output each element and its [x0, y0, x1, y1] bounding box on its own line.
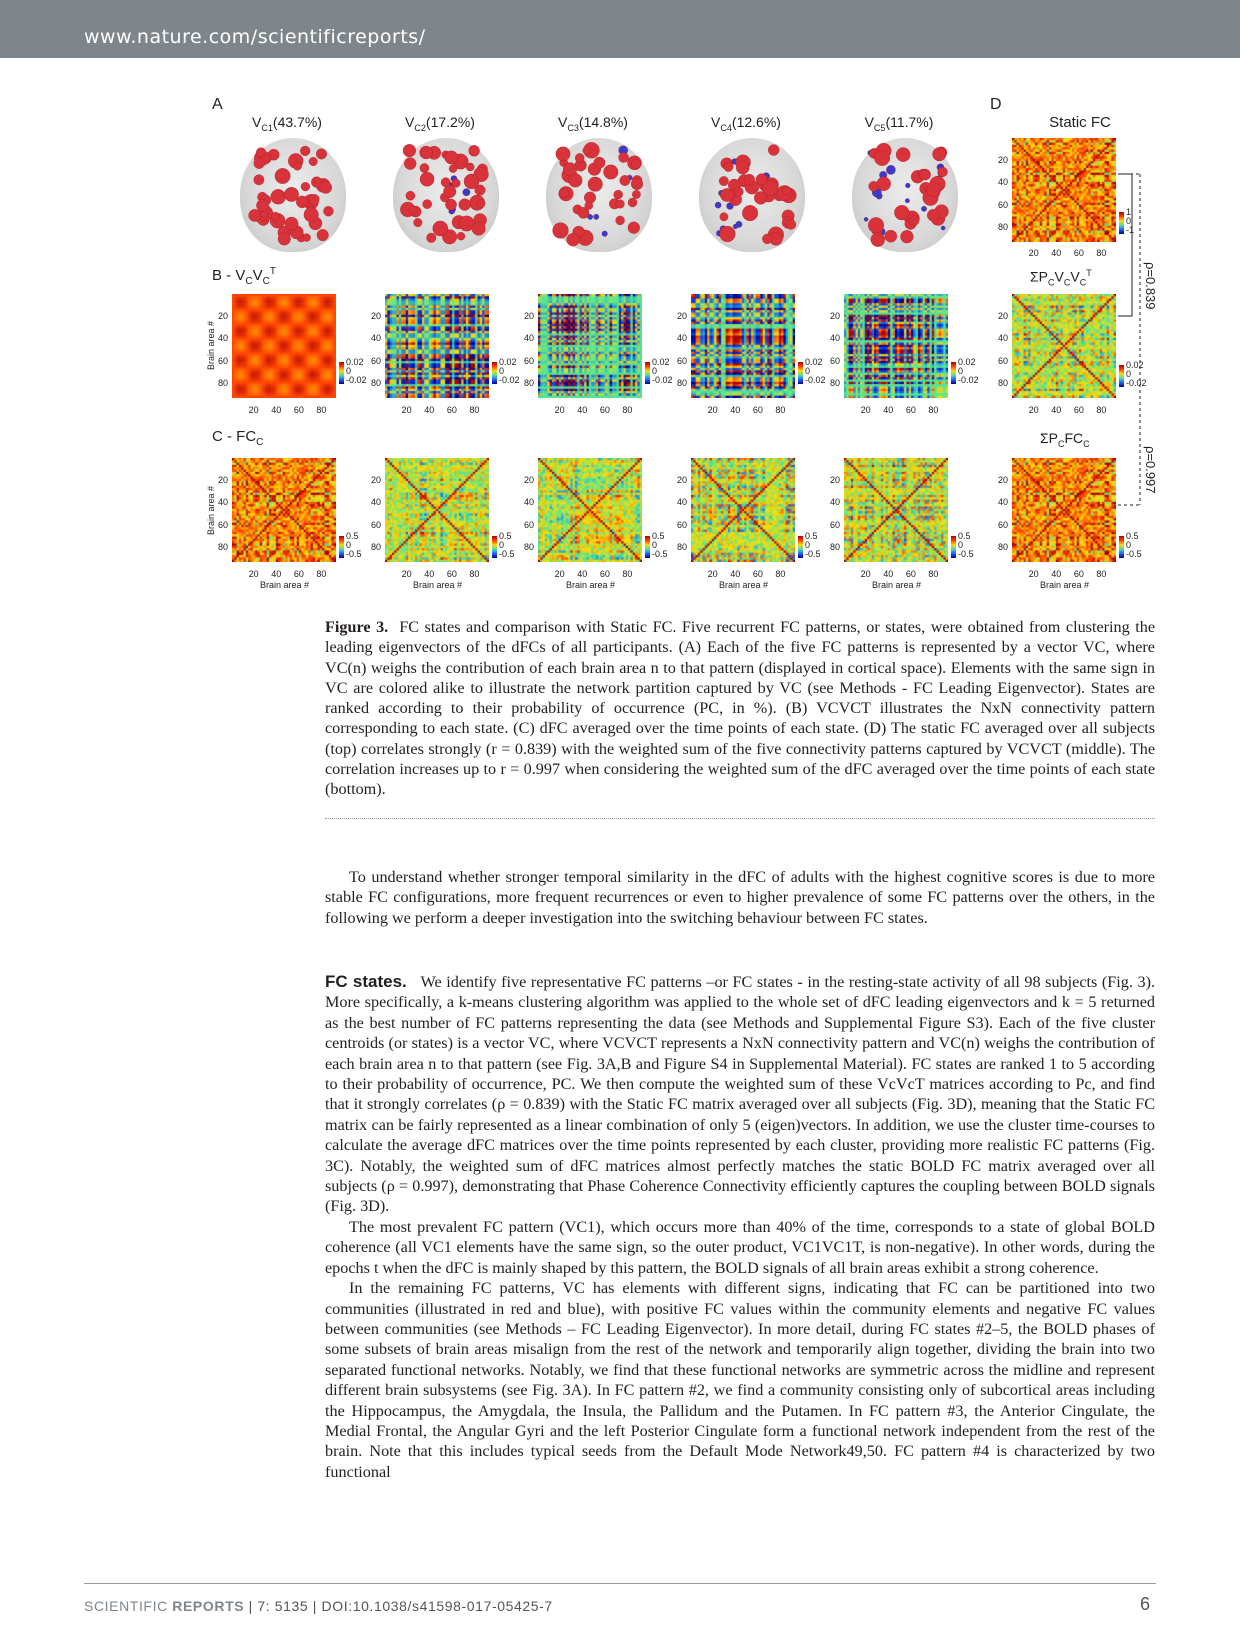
paragraph-text: The most prevalent FC pattern (VC1), which occurs more than 40% of the time, corresponds to a state of global BOLD coherence (all VC1 elements have the same sign, so the outer product, VC1VC1T, is non-negative). In other words, during the epochs t when the dFC is mainly shaped by this pattern, the BOLD signals of all brain areas exhibit a strong coherence. [325, 1217, 1155, 1277]
panel-label-a: A [212, 96, 223, 113]
state-title-4: $V_{C4}(12.6\%)$ [711, 114, 781, 133]
sumvv-ytick: 60 [998, 355, 1009, 366]
static-colorbar-label: 0 [1126, 216, 1132, 226]
fcc-4-ytick: 60 [677, 519, 688, 530]
fcc-3-xtick: 60 [599, 569, 610, 579]
fcc-4-colorbar-label: 0.5 [805, 531, 818, 541]
fcc-3-xtick: 80 [622, 569, 633, 579]
row-b-label: B - $V_CV_C^T$ [212, 266, 276, 287]
vcvct-4-colorbar-label: -0.02 [805, 375, 826, 385]
fcc-1-xtick: 60 [293, 569, 304, 579]
state-title-5: $V_{C5}(11.7\%)$ [864, 114, 934, 133]
footer-citation [84, 1598, 553, 1614]
vcvct-3-colorbar-label: 0 [652, 366, 658, 376]
vcvct-2-ytick: 60 [371, 355, 382, 366]
site-url[interactable]: www.nature.com/scientificreports/ [84, 26, 426, 48]
fcc-3-xtick: 40 [577, 569, 588, 579]
fcc-xlabel-5: Brain area # [872, 580, 922, 590]
fcc-5-ytick: 60 [830, 519, 841, 530]
sumfc-ytick: 20 [998, 474, 1009, 485]
vcvct-1-colorbar-label: -0.02 [346, 375, 367, 385]
vcvct-4-xtick: 80 [775, 405, 786, 415]
vcvct-2-ytick: 20 [371, 310, 382, 321]
sumfc-ytick: 80 [998, 542, 1009, 553]
vcvct-4-xtick: 20 [707, 405, 718, 415]
fcc-1-xtick: 40 [271, 569, 282, 579]
fcc-1-ytick: 60 [218, 519, 229, 530]
fcc-2-xtick: 60 [446, 569, 457, 579]
footer-rule [84, 1583, 1156, 1584]
caption-text: FC states and comparison with Static FC. Five recurrent FC patterns, or states, were obtained from clustering the leading eigenvectors of the dFCs of all participants. (A) Each of the five FC patterns is represented by a vector VC, where VC(n) weighs the contribution of each brain area n to that pattern (displayed in cortical space). Elements with the same sign in VC are colored alike to illustrate the network partition captured by VC (see Methods - FC Leading Eigenvector). States are ranked according to their probability of occurrence (PC, in %). (B) VCVCT illustrates the NxN connectivity pattern corresponding to each state. (C) dFC averaged over the time points of each state. (D) The static FC averaged over all subjects (top) correlates strongly (r = 0.839) with the weighted sum of the five connectivity patterns captured by VCVCT (middle). The correlation increases up to r = 0.997 when considering the weighted sum of the dFC averaged over the time points of each state (bottom). [325, 618, 1156, 799]
paragraph-text: We identify five representative FC patterns –or FC states - in the resting-state activity of all 98 subjects (Fig. 3). More specifically, a k-means clustering algorithm was applied to the whole set of dFC leading eigenvectors and k = 5 returned as the best number of FC patterns representing the data (see Methods and Supplemental Figure S3). Each of the five cluster centroids (or states) is a vector VC, where VCVCT represents a NxN connectivity pattern and VC(n) weighs the contribution of each brain area n to that pattern (see Fig. 3A,B and Figure S4 in Supplemental Material). FC states are ranked 1 to 5 according to their probability of occurrence, PC. We then compute the weighted sum of these VcVcT matrices according to Pc, and find that it strongly correlates (ρ = 0.839) with the Static FC matrix averaged over all subjects (Fig. 3D), meaning that the Static FC matrix can be fairly represented as a linear combination of only 5 (eigen)vectors. In addition, we use the cluster time-courses to calculate the average dFC matrices over the time points represented by each cluster, providing more realistic FC patterns (Fig. 3C). Notably, the weighted sum of dFC matrices almost perfectly matches the static BOLD FC matrix averaged over all subjects (ρ = 0.997), demonstrating that Phase Coherence Connectivity efficiently captures the coupling between BOLD signals (Fig. 3D). [325, 973, 1156, 1216]
body-paragraph-1 [325, 867, 1155, 928]
sum-pfc-label: $\Sigma P_CFC_C$ [1040, 430, 1090, 449]
fcc-1-ytick: 20 [218, 474, 229, 485]
journal-name-a: SCIENTIFIC [84, 1598, 168, 1614]
vcvct-1-colorbar-label: 0 [346, 366, 352, 376]
vcvct-1-xtick: 20 [248, 405, 259, 415]
paragraph-text: In the remaining FC patterns, VC has elements with different signs, indicating that FC can be partitioned into two communities (illustrated in red and blue), with positive FC values within the community elements and negative FC values between communities (see Methods – FC Leading Eigenvector). In more detail, during FC states #2–5, the BOLD phases of some subsets of brain areas misalign from the rest of the network and temporarily align together, dividing the brain into two separated functional networks. Notably, we find that these functional networks are symmetric across the midline and represent different brain subsystems (see Fig. 3A). In FC pattern #2, we find a community consisting only of subcortical areas including the Hippocampus, the Amygdala, the Insula, the Pallidum and the Putamen. In FC pattern #3, the Anterior Cingulate, the Medial Frontal, the Angular Gyri and the left Posterior Cingulate form a functional network independent from the rest of the brain. Note that this includes typical seeds from the Default Mode Network49,50. FC pattern #4 is characterized by two functional [325, 1279, 1155, 1481]
fcc-4-xtick: 20 [707, 569, 718, 579]
page-number: 6 [1140, 1594, 1151, 1614]
sumfc-xtick: 40 [1051, 569, 1062, 579]
vcvct-5-colorbar-label: 0.02 [958, 357, 976, 367]
vcvct-5-xtick: 40 [883, 405, 894, 415]
static-fc-title: Static FC [1049, 114, 1111, 131]
sumvv-ytick: 80 [998, 378, 1009, 389]
fcc-5-xtick: 80 [928, 569, 939, 579]
fcc-5-colorbar-label: 0 [958, 540, 964, 550]
fcc-3-ytick: 80 [524, 542, 535, 553]
vcvct-2-ytick: 40 [371, 333, 382, 344]
fcc-1-ytick: 40 [218, 497, 229, 508]
fcc-3-ytick: 20 [524, 474, 535, 485]
vcvct-5-xtick: 60 [905, 405, 916, 415]
static-xtick: 60 [1073, 248, 1084, 258]
vcvct-3-xtick: 40 [577, 405, 588, 415]
vcvct-5-colorbar-label: -0.02 [958, 375, 979, 385]
fcc-5-ytick: 40 [830, 497, 841, 508]
fcc-1-colorbar-label: 0.5 [346, 531, 359, 541]
vcvct-4-ytick: 60 [677, 355, 688, 366]
fcc-3-colorbar-label: 0.5 [652, 531, 665, 541]
vcvct-5-ytick: 80 [830, 378, 841, 389]
sumvv-xtick: 80 [1096, 405, 1107, 415]
row-c-ylabel: Brain area # [206, 485, 216, 535]
fcc-5-xtick: 60 [905, 569, 916, 579]
fcc-4-colorbar-label: -0.5 [805, 549, 821, 559]
section-title: FC states. [325, 972, 407, 991]
vcvct-4-ytick: 20 [677, 310, 688, 321]
sumfc-colorbar-label: -0.5 [1126, 549, 1142, 559]
rho-static-vs-fc: ρ=0.997 [1143, 446, 1158, 494]
fcc-5-ytick: 20 [830, 474, 841, 485]
fcc-1-ytick: 80 [218, 542, 229, 553]
figure-caption [325, 617, 1155, 800]
vcvct-3-xtick: 80 [622, 405, 633, 415]
sumvv-colorbar-label: 0 [1126, 369, 1132, 379]
fcc-2-ytick: 20 [371, 474, 382, 485]
sumfc-colorbar-label: 0.5 [1126, 531, 1139, 541]
fcc-4-ytick: 80 [677, 542, 688, 553]
fcc-5-xtick: 40 [883, 569, 894, 579]
vcvct-5-xtick: 20 [860, 405, 871, 415]
fcc-2-colorbar-label: 0 [499, 540, 505, 550]
sumfc-ytick: 40 [998, 497, 1009, 508]
vcvct-4-ytick: 40 [677, 333, 688, 344]
static-colorbar-label: -1 [1126, 225, 1135, 235]
fcc-2-colorbar-label: 0.5 [499, 531, 512, 541]
fcc-2-xtick: 80 [469, 569, 480, 579]
fcc-2-ytick: 40 [371, 497, 382, 508]
vcvct-1-ytick: 80 [218, 378, 229, 389]
fcc-xlabel-4: Brain area # [719, 580, 769, 590]
row-c-label: C - $FC_C$ [212, 428, 264, 448]
vcvct-3-ytick: 20 [524, 310, 535, 321]
vcvct-5-ytick: 20 [830, 310, 841, 321]
caption-separator [325, 818, 1155, 819]
fcc-5-ytick: 80 [830, 542, 841, 553]
fcc-2-colorbar-label: -0.5 [499, 549, 515, 559]
vcvct-2-xtick: 60 [446, 405, 457, 415]
static-xtick: 40 [1051, 248, 1062, 258]
caption-label: Figure 3. [325, 618, 389, 636]
static-ytick: 80 [998, 222, 1009, 233]
figure-3 [0, 0, 1240, 610]
sumvv-xtick: 60 [1073, 405, 1084, 415]
fcc-1-xtick: 80 [316, 569, 327, 579]
static-ytick: 60 [998, 199, 1009, 210]
vcvct-1-ytick: 40 [218, 333, 229, 344]
sumfc-xtick: 60 [1073, 569, 1084, 579]
fcc-xlabel-1: Brain area # [260, 580, 310, 590]
vcvct-5-ytick: 40 [830, 333, 841, 344]
vcvct-2-ytick: 80 [371, 378, 382, 389]
panel-label-d: D [990, 96, 1002, 113]
static-xtick: 20 [1028, 248, 1039, 258]
fcc-4-xtick: 40 [730, 569, 741, 579]
vcvct-4-ytick: 80 [677, 378, 688, 389]
fcc-4-xtick: 60 [752, 569, 763, 579]
sumvv-xtick: 20 [1028, 405, 1039, 415]
fcc-3-colorbar-label: -0.5 [652, 549, 668, 559]
vcvct-4-colorbar-label: 0 [805, 366, 811, 376]
fcc-2-ytick: 80 [371, 542, 382, 553]
sumvv-ytick: 40 [998, 333, 1009, 344]
sumvv-xtick: 40 [1051, 405, 1062, 415]
state-title-1: $V_{C1}(43.7\%)$ [252, 114, 322, 133]
fcc-xlabel-3: Brain area # [566, 580, 616, 590]
vcvct-2-colorbar-label: -0.02 [499, 375, 520, 385]
vcvct-5-xtick: 80 [928, 405, 939, 415]
vcvct-2-xtick: 40 [424, 405, 435, 415]
vcvct-5-ytick: 60 [830, 355, 841, 366]
sumvv-ytick: 20 [998, 310, 1009, 321]
vcvct-2-colorbar-label: 0.02 [499, 357, 517, 367]
fcc-5-colorbar-label: -0.5 [958, 549, 974, 559]
vcvct-5-colorbar-label: 0 [958, 366, 964, 376]
static-ytick: 20 [998, 154, 1009, 165]
fcc-2-xtick: 20 [401, 569, 412, 579]
row-b-ylabel: Brain area # [206, 320, 216, 370]
correlation-connectors [0, 0, 1240, 610]
vcvct-4-xtick: 60 [752, 405, 763, 415]
fcc-3-ytick: 40 [524, 497, 535, 508]
vcvct-2-xtick: 20 [401, 405, 412, 415]
sumfc-xtick: 20 [1028, 569, 1039, 579]
vcvct-3-xtick: 20 [554, 405, 565, 415]
fcc-2-xtick: 40 [424, 569, 435, 579]
vcvct-3-ytick: 80 [524, 378, 535, 389]
vcvct-1-xtick: 60 [293, 405, 304, 415]
paragraph-text: To understand whether stronger temporal similarity in the dFC of adults with the highest cognitive scores is due to more stable FC configurations, more frequent recurrences or even to higher prevalence of some FC patterns over the others, in the following we perform a deeper investigation into the switching behaviour between FC states. [325, 868, 1155, 927]
static-colorbar-label: 1 [1126, 207, 1132, 217]
fcc-4-xtick: 80 [775, 569, 786, 579]
sumfc-ytick: 60 [998, 519, 1009, 530]
vcvct-4-xtick: 40 [730, 405, 741, 415]
sum-pvv-label: $\Sigma P_CV_CV_C^T$ [1030, 268, 1092, 288]
fcc-3-ytick: 60 [524, 519, 535, 530]
fcc-4-ytick: 40 [677, 497, 688, 508]
vcvct-3-xtick: 60 [599, 405, 610, 415]
citation-text[interactable]: | 7: 5135 | DOI:10.1038/s41598-017-05425-7 [248, 1598, 553, 1614]
vcvct-3-colorbar-label: 0.02 [652, 357, 670, 367]
fcc-4-ytick: 20 [677, 474, 688, 485]
sumfc-colorbar-label: 0 [1126, 540, 1132, 550]
rho-static-vs-vv: ρ=0.839 [1143, 262, 1158, 310]
fcc-3-colorbar-label: 0 [652, 540, 658, 550]
state-title-3: $V_{C3}(14.8\%)$ [558, 114, 628, 133]
static-xtick: 80 [1096, 248, 1107, 258]
vcvct-3-ytick: 40 [524, 333, 535, 344]
fcc-2-ytick: 60 [371, 519, 382, 530]
sumvv-colorbar-label: 0.02 [1126, 360, 1144, 370]
journal-name-b: REPORTS [172, 1598, 245, 1614]
fcc-1-colorbar-label: -0.5 [346, 549, 362, 559]
vcvct-1-xtick: 80 [316, 405, 327, 415]
fcc-1-colorbar-label: 0 [346, 540, 352, 550]
vcvct-3-colorbar-label: -0.02 [652, 375, 673, 385]
sumfc-xlabel: Brain area # [1040, 580, 1090, 590]
vcvct-4-colorbar-label: 0.02 [805, 357, 823, 367]
vcvct-3-ytick: 60 [524, 355, 535, 366]
fcc-xlabel-2: Brain area # [413, 580, 463, 590]
vcvct-1-ytick: 20 [218, 310, 229, 321]
section-fc-states [325, 972, 1155, 1482]
sumfc-xtick: 80 [1096, 569, 1107, 579]
state-title-2: $V_{C2}(17.2\%)$ [405, 114, 475, 133]
vcvct-1-ytick: 60 [218, 355, 229, 366]
fcc-5-colorbar-label: 0.5 [958, 531, 971, 541]
fcc-3-xtick: 20 [554, 569, 565, 579]
vcvct-1-colorbar-label: 0.02 [346, 357, 364, 367]
fcc-4-colorbar-label: 0 [805, 540, 811, 550]
vcvct-2-colorbar-label: 0 [499, 366, 505, 376]
sumvv-colorbar-label: -0.02 [1126, 378, 1147, 388]
vcvct-1-xtick: 40 [271, 405, 282, 415]
fcc-1-xtick: 20 [248, 569, 259, 579]
static-ytick: 40 [998, 177, 1009, 188]
fcc-5-xtick: 20 [860, 569, 871, 579]
vcvct-2-xtick: 80 [469, 405, 480, 415]
